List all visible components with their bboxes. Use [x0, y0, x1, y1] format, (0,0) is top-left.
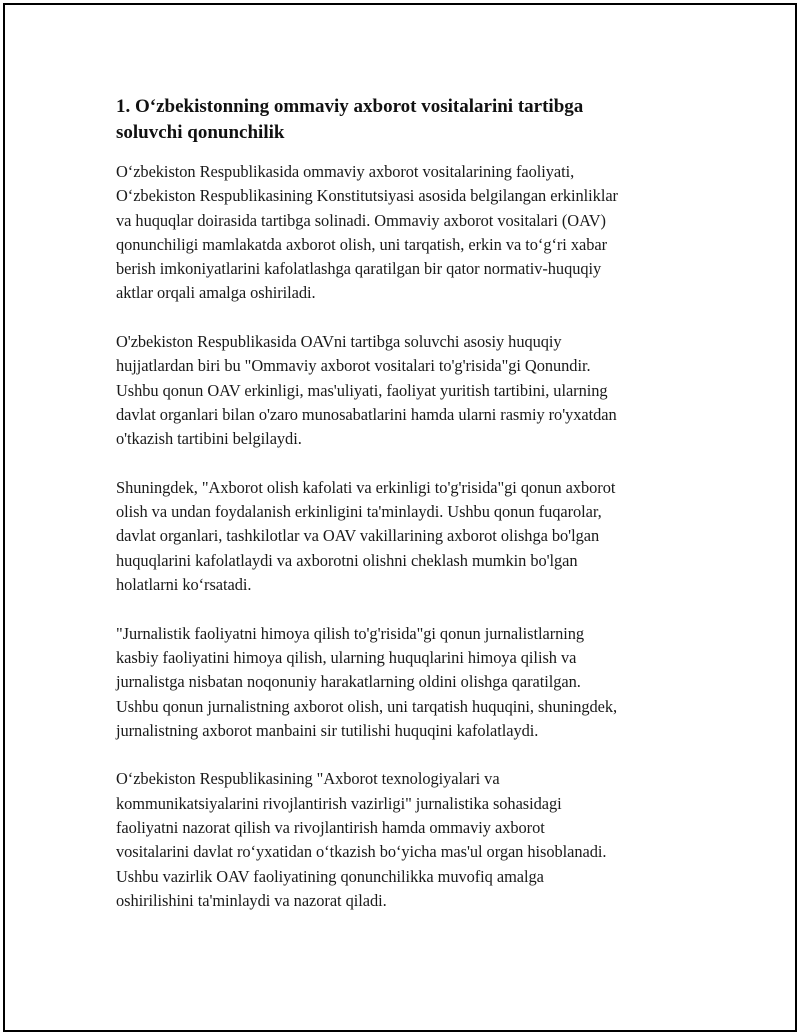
paragraph-4: "Jurnalistik faoliyatni himoya qilish to'g'risida"gi qonun jurnalistlarning kasbiy faoliyatini himoya qilish, ularning huquqlarini himoya qilish va jurnalistga nisbatan noqonuniy harakatlarning oldini olishga qaratilgan. Ushbu qonun jurnalistning axborot olish, uni tarqatish huquqini, shuningdek, jurnalistning axborot manbaini sir tutilishi huquqini kafolatlaydi. — [116, 623, 618, 740]
section-heading: 1. O‘zbekistonning ommaviy axborot vositalarini tartibga soluvchi qonunchilik — [116, 96, 584, 143]
paragraph-2: O'zbekiston Respublikasida OAVni tartibga soluvchi asosiy huquqiy hujjatlardan biri bu "Ommaviy axborot vositalari to'g'risida"gi Qonundir. Ushbu qonun OAV erkinligi, mas'uliyati, faoliyat yuritish tartibini, ularning davlat organlari bilan o'zaro munosabatlarini hamda ularni rasmiy ro'yxatdan o'tkazish tartibini belgilaydi. — [116, 332, 617, 449]
document-body — [116, 94, 696, 938]
paragraph-1: O‘zbekiston Respublikasida ommaviy axborot vositalarining faoliyati, O‘zbekiston Respublikasining Konstitutsiyasi asosida belgilangan erkinliklar va huquqlar doirasida tartibga solinadi. Ommaviy axborot vositalari (OAV) qonunchiligi mamlakatda axborot olish, uni tarqatish, erkin va to‘g‘ri xabar berish imkoniyatlarini kafolatlashga qaratilgan bir qator normativ-huquqiy aktlar orqali amalga oshiriladi. — [116, 162, 618, 303]
paragraph-5: O‘zbekiston Respublikasining "Axborot texnologiyalari va kommunikatsiyalarini rivojlantirish vazirligi" jurnalistika sohasidagi faoliyatni nazorat qilish va rivojlantirish hamda ommaviy axborot vositalarini davlat ro‘yxatidan o‘tkazish bo‘yicha mas'ul organ hisoblanadi. Ushbu vazirlik OAV faoliyatining qonunchilikka muvofiq amalga oshirilishini ta'minlaydi va nazorat qiladi. — [116, 769, 607, 910]
paragraph-3: Shuningdek, "Axborot olish kafolati va erkinligi to'g'risida"gi qonun axborot olish va undan foydalanish erkinligini ta'minlaydi. Ushbu qonun fuqarolar, davlat organlari, tashkilotlar va OAV vakillarining axborot olishga bo'lgan huquqlarini kafolatlaydi va axborotni olishni cheklash mumkin bo'lgan holatlarni ko‘rsatadi. — [116, 477, 616, 595]
